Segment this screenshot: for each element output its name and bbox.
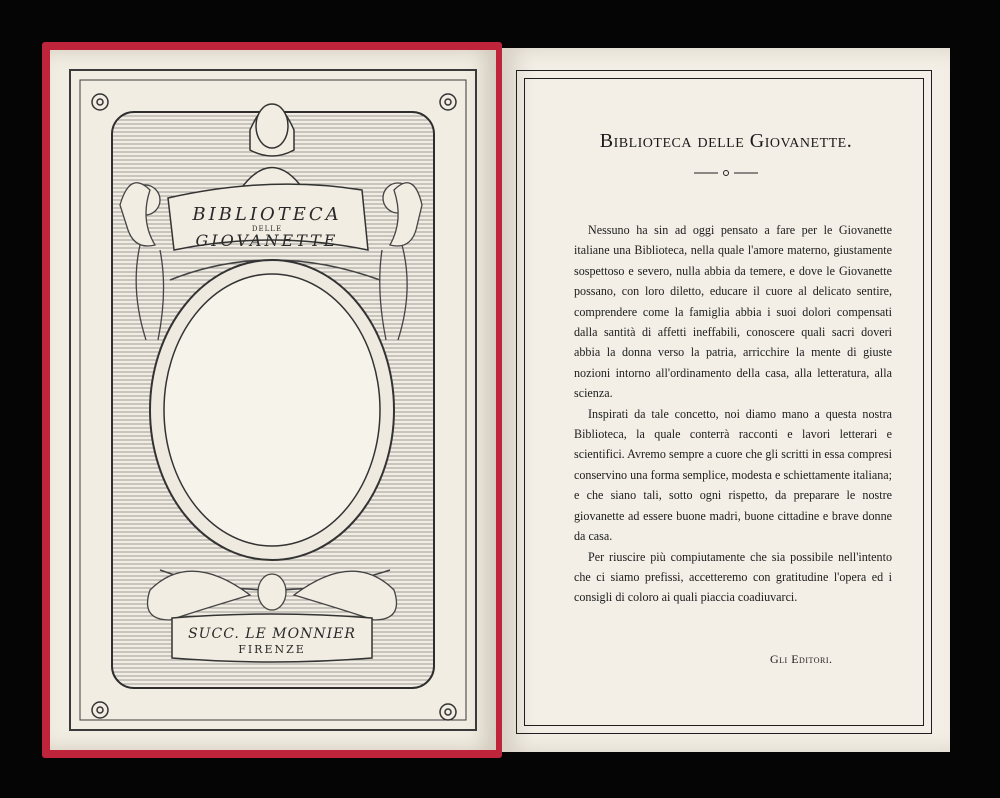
signature: Gli Editori.: [770, 652, 833, 666]
decorative-frontispiece: [50, 50, 496, 750]
body-text: [574, 220, 892, 608]
banner-line-3: GIOVANETTE: [195, 231, 339, 250]
banner-line-1: BIBLIOTECA: [192, 204, 342, 225]
paragraph-1: Nessuno ha sin ad oggi pensato a fare per le Giovanette italiane una Biblioteca, nella quale l'amore materno, giustamente sospettoso e severo, nulla abbia da temere, e dove le Giovanette possano, con loro diletto, educare il cuore al delicato sentire, comprendere come la famiglia abbia i suoi dolori compensati dalla santità di affetti ineffabili, conoscere quali sacri doveri abbia la donna verso la patria, arricchire la mente di giuste nozioni intorno all'ordinamento della casa, alla letteratura, alla scienza.: [574, 223, 892, 401]
oval-frame-inner: [164, 274, 380, 546]
paragraph-3: Per riuscire più compiutamente che sia possibile nell'intento che ci siamo prefissi, accetteremo con gratitudine l'opera ed i consigli di coloro ai quali piaccia coadiuvarci.: [574, 549, 892, 605]
page-title: Biblioteca delle Giovanette.: [599, 130, 853, 152]
title-ornament-rule: [692, 169, 760, 177]
right-page: [502, 48, 950, 752]
left-page: [50, 50, 496, 750]
publisher-line-1: SUCC. LE MONNIER: [188, 626, 356, 642]
paragraph-2: Inspirati da tale concetto, noi diamo mano a questa nostra Biblioteca, la quale conterrà racconti e lavori letterari e scientifici. Avremo sempre a cuore che gli scritti in essa compresi conservino una forma semplice, modesta e schiettamente italiana; e che siano tali, sotto ogni rispetto, da preparare le nostre giovanette ad essere buone madri, buone cittadine e brave donne da casa.: [574, 406, 892, 544]
banner-line-2: DELLE: [251, 225, 283, 233]
publisher-line-2: FIRENZE: [238, 643, 306, 656]
